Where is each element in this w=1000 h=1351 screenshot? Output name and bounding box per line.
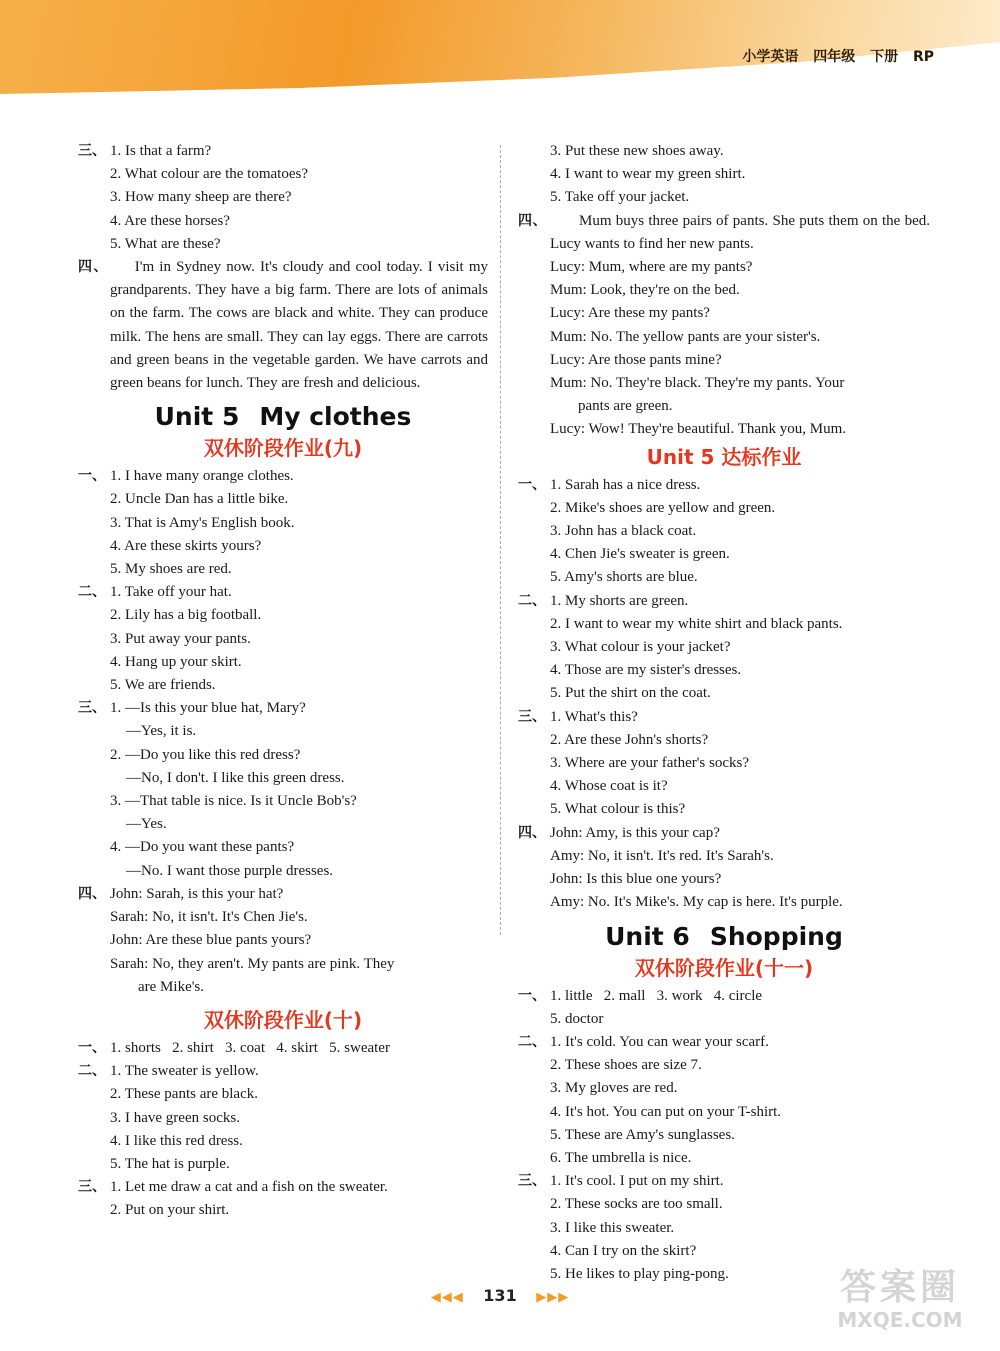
line-text: 4. I like this red dress. — [110, 1132, 243, 1149]
list-item — [518, 1077, 930, 1100]
list-item — [518, 706, 930, 729]
line-text: Amy: No. It's Mike's. My cap is here. It's purple. — [550, 894, 843, 911]
list-item — [518, 140, 930, 163]
list-item — [518, 752, 930, 775]
dialog-intro — [518, 210, 930, 256]
list-item — [518, 659, 930, 682]
list-item — [518, 474, 930, 497]
list-item — [78, 790, 488, 813]
line-text: 4. Whose coat is it? — [550, 778, 668, 795]
list-item — [518, 1008, 930, 1031]
prev-arrows-icon: ◀◀◀ — [430, 1290, 464, 1305]
list-item — [78, 976, 488, 999]
line-text: 3. What colour is your jacket? — [550, 639, 731, 656]
list-item — [518, 845, 930, 868]
list-item — [78, 233, 488, 256]
list-item — [78, 1176, 488, 1199]
page-number: 131 — [483, 1286, 517, 1305]
list-item — [518, 302, 930, 325]
line-text: 2. Are these John's shorts? — [550, 731, 709, 748]
list-item — [518, 372, 930, 395]
line-text: Lucy: Are these my pants? — [550, 305, 710, 322]
list-item — [518, 543, 930, 566]
line-text: 2. These pants are black. — [110, 1086, 259, 1103]
list-item — [518, 1054, 930, 1077]
unit6-number: Unit 6 — [605, 921, 690, 951]
line-text: 5. Take off your jacket. — [550, 189, 690, 206]
line-text: 3. My gloves are red. — [550, 1080, 678, 1097]
unit5-name: My clothes — [259, 402, 412, 432]
line-text: 4. Chen Jie's sweater is green. — [550, 546, 730, 563]
line-text: 5. What are these? — [110, 235, 221, 252]
section-marker: 四、 — [518, 212, 548, 229]
line-text: 5. We are friends. — [110, 677, 216, 694]
line-text: 5. doctor — [550, 1010, 604, 1027]
list-item — [78, 813, 488, 836]
line-text: 3. Where are your father's socks? — [550, 755, 750, 772]
hw10-list — [78, 1037, 488, 1223]
list-item — [518, 566, 930, 589]
list-item — [518, 497, 930, 520]
line-text: Mum: Look, they're on the bed. — [550, 282, 740, 299]
line-text: 2. Mike's shoes are yellow and green. — [550, 499, 776, 516]
list-item — [78, 604, 488, 627]
line-text: 1. little 2. mall 3. work 4. circle — [550, 987, 763, 1004]
line-text: 2. Put on your shirt. — [110, 1202, 230, 1219]
list-item — [78, 906, 488, 929]
line-text: 4. Are these skirts yours? — [110, 537, 262, 554]
line-text: 4. Hang up your skirt. — [110, 653, 242, 670]
right-column — [518, 140, 930, 1286]
line-text: 1. It's cold. You can wear your scarf. — [550, 1033, 769, 1050]
line-text: 2. What colour are the tomatoes? — [110, 166, 308, 183]
line-text: 6. The umbrella is nice. — [550, 1149, 692, 1166]
line-text: Sarah: No, it isn't. It's Chen Jie's. — [110, 909, 308, 926]
unit6-name: Shopping — [709, 921, 843, 951]
list-item — [78, 1153, 488, 1176]
list-item — [78, 1037, 488, 1060]
list-item — [78, 535, 488, 558]
line-text: Lucy: Wow! They're beautiful. Thank you, Mum. — [550, 421, 847, 438]
list-item — [78, 651, 488, 674]
line-text: —No, I don't. I like this green dress. — [126, 769, 345, 786]
section-marker: 三、 — [78, 700, 106, 717]
line-text: —Yes, it is. — [126, 723, 197, 740]
line-text: 1. shorts 2. shirt 3. coat 4. skirt 5. sweater — [110, 1039, 390, 1056]
line-text: 5. Put the shirt on the coat. — [550, 685, 711, 702]
left-top-list — [78, 140, 488, 256]
list-item — [518, 682, 930, 705]
list-item — [78, 512, 488, 535]
book-tag: 小学英语 四年级 下册 RP — [742, 49, 934, 65]
list-item — [78, 581, 488, 604]
list-item — [78, 163, 488, 186]
line-text: 5. The hat is purple. — [110, 1155, 230, 1172]
dialog-intro-text: Mum buys three pairs of pants. She puts them on the bed. Lucy wants to find her new pants. — [550, 212, 931, 252]
list-item — [78, 883, 488, 906]
dialog-list — [518, 256, 930, 442]
line-text: —Yes. — [126, 816, 167, 833]
list-item — [518, 186, 930, 209]
line-text: 5. Amy's shorts are blue. — [550, 569, 698, 586]
line-text: 5. He likes to play ping-pong. — [550, 1265, 729, 1282]
list-item — [78, 140, 488, 163]
line-text: 3. I like this sweater. — [550, 1219, 675, 1236]
watermark-logo — [810, 1268, 990, 1340]
watermark-bottom: MXQE.COM — [837, 1308, 963, 1332]
list-item — [518, 163, 930, 186]
section-marker: 二、 — [518, 1033, 546, 1050]
line-text: 1. —Is this your blue hat, Mary? — [110, 700, 306, 717]
line-text: 3. I have green socks. — [110, 1109, 240, 1126]
list-item — [78, 674, 488, 697]
unit5-test-list — [518, 474, 930, 915]
line-text: Amy: No, it isn't. It's red. It's Sarah's. — [550, 847, 774, 864]
section-marker: 三、 — [78, 143, 106, 159]
list-item — [78, 210, 488, 233]
hw11-heading: 双休阶段作业(十一) — [634, 955, 814, 980]
line-text: 4. Those are my sister's dresses. — [550, 662, 742, 679]
line-text: John: Are these blue pants yours? — [110, 932, 312, 949]
list-item — [518, 590, 930, 613]
list-item — [78, 860, 488, 883]
list-item — [518, 395, 930, 418]
section-marker: 三、 — [518, 708, 546, 725]
line-text: 1. Let me draw a cat and a fish on the sweater. — [110, 1179, 388, 1196]
list-item — [518, 1147, 930, 1170]
list-item — [78, 697, 488, 720]
list-item — [518, 1101, 930, 1124]
section-marker: 四、 — [78, 259, 109, 276]
section-marker: 二、 — [518, 592, 546, 609]
list-item — [518, 891, 930, 914]
line-text: 2. I want to wear my white shirt and black pants. — [550, 615, 843, 632]
list-item — [78, 744, 488, 767]
list-item — [78, 1199, 488, 1222]
line-text: 4. It's hot. You can put on your T-shirt. — [550, 1103, 782, 1120]
line-text: 4. Are these horses? — [110, 212, 230, 229]
watermark-top: 答案圈 — [839, 1267, 960, 1308]
right-top-list — [518, 140, 930, 210]
line-text: 2. Uncle Dan has a little bike. — [110, 491, 289, 508]
list-item — [78, 953, 488, 976]
line-text: 2. These socks are too small. — [550, 1196, 723, 1213]
line-text: 2. Lily has a big football. — [110, 607, 262, 624]
line-text: 5. These are Amy's sunglasses. — [550, 1126, 735, 1143]
line-text: 2. These shoes are size 7. — [550, 1057, 702, 1074]
list-item — [518, 1031, 930, 1054]
column-divider — [500, 145, 501, 935]
list-item — [78, 465, 488, 488]
section-marker: 二、 — [78, 1063, 106, 1080]
unit5-test-heading: Unit 5 达标作业 — [646, 444, 802, 469]
line-text: 4. I want to wear my green shirt. — [550, 166, 746, 183]
line-text: 1. I have many orange clothes. — [110, 468, 294, 485]
list-item — [78, 488, 488, 511]
list-item — [78, 1083, 488, 1106]
line-text: 1. It's cool. I put on my shirt. — [550, 1173, 724, 1190]
section-marker: 四、 — [518, 824, 546, 841]
line-text: are Mike's. — [138, 978, 205, 995]
line-text: Sarah: No, they aren't. My pants are pink. They — [110, 955, 395, 972]
list-item — [518, 1193, 930, 1216]
line-text: 5. What colour is this? — [550, 801, 686, 818]
list-item — [518, 520, 930, 543]
line-text: 4. —Do you want these pants? — [110, 839, 295, 856]
line-text: 1. What's this? — [550, 708, 638, 725]
unit6-heading — [518, 921, 930, 953]
section-marker: 一、 — [78, 1039, 106, 1056]
line-text: 3. John has a black coat. — [550, 523, 697, 540]
line-text: Mum: No. They're black. They're my pants. Your — [550, 375, 845, 392]
list-item — [518, 1124, 930, 1147]
list-item — [518, 279, 930, 302]
line-text: 3. How many sheep are there? — [110, 189, 292, 206]
list-item — [518, 418, 930, 441]
section-marker: 三、 — [78, 1179, 106, 1196]
section-marker: 三、 — [518, 1173, 546, 1190]
list-item — [518, 256, 930, 279]
line-text: 1. Is that a farm? — [110, 143, 212, 159]
list-item — [78, 929, 488, 952]
line-text: 1. Sarah has a nice dress. — [550, 476, 701, 493]
list-item — [518, 1217, 930, 1240]
section-marker: 二、 — [78, 584, 106, 601]
list-item — [78, 1130, 488, 1153]
list-item — [518, 775, 930, 798]
line-text: 3. That is Amy's English book. — [110, 514, 295, 531]
list-item — [78, 1107, 488, 1130]
hw10-heading: 双休阶段作业(十) — [203, 1007, 363, 1032]
list-item — [518, 985, 930, 1008]
list-item — [78, 1060, 488, 1083]
line-text: 3. Put these new shoes away. — [550, 143, 724, 159]
list-item — [78, 628, 488, 651]
list-item — [518, 729, 930, 752]
list-item — [518, 326, 930, 349]
list-item — [78, 558, 488, 581]
list-item — [518, 349, 930, 372]
line-text: 5. My shoes are red. — [110, 561, 232, 578]
next-arrows-icon: ▶▶▶ — [536, 1290, 570, 1305]
list-item — [78, 836, 488, 859]
list-item — [518, 1170, 930, 1193]
line-text: Lucy: Are those pants mine? — [550, 351, 722, 368]
line-text: 2. —Do you like this red dress? — [110, 746, 301, 763]
list-item — [78, 767, 488, 790]
list-item — [518, 798, 930, 821]
list-item — [518, 613, 930, 636]
line-text: 1. My shorts are green. — [550, 592, 689, 609]
list-item — [78, 186, 488, 209]
line-text: Mum: No. The yellow pants are your sister's. — [550, 328, 821, 345]
unit5-heading — [78, 401, 488, 433]
line-text: John: Sarah, is this your hat? — [110, 885, 284, 902]
section-marker: 四、 — [78, 885, 106, 902]
list-item — [518, 636, 930, 659]
line-text: —No. I want those purple dresses. — [126, 862, 334, 879]
hw9-list — [78, 465, 488, 999]
hw11-list — [518, 985, 930, 1287]
passage-text: I'm in Sydney now. It's cloudy and cool today. I visit my grandparents. They have a big farm. There are lots of animals on the farm. The cows are black and white. They can produce milk. The hens are small. They can lay eggs. There are carrots and green beans in the vegetable garden. We have carrots and green beans for lunch. They are fresh and delicious. — [110, 259, 489, 392]
line-text: 4. Can I try on the skirt? — [550, 1242, 697, 1259]
line-text: 3. Put away your pants. — [110, 630, 251, 647]
list-item — [78, 720, 488, 743]
list-item — [518, 868, 930, 891]
section-marker: 一、 — [78, 468, 106, 485]
line-text: John: Amy, is this your cap? — [550, 824, 720, 841]
line-text: 1. The sweater is yellow. — [110, 1063, 259, 1080]
list-item — [518, 822, 930, 845]
passage-block — [78, 256, 488, 395]
unit5-number: Unit 5 — [154, 402, 240, 432]
line-text: Lucy: Mum, where are my pants? — [550, 259, 753, 276]
line-text: 3. —That table is nice. Is it Uncle Bob's? — [110, 793, 357, 810]
hw9-heading: 双休阶段作业(九) — [203, 436, 363, 461]
line-text: pants are green. — [578, 398, 673, 415]
line-text: 1. Take off your hat. — [110, 584, 232, 601]
section-marker: 一、 — [518, 987, 546, 1004]
line-text: John: Is this blue one yours? — [550, 871, 722, 888]
left-column — [78, 140, 488, 1223]
section-marker: 一、 — [518, 476, 546, 493]
list-item — [518, 1240, 930, 1263]
